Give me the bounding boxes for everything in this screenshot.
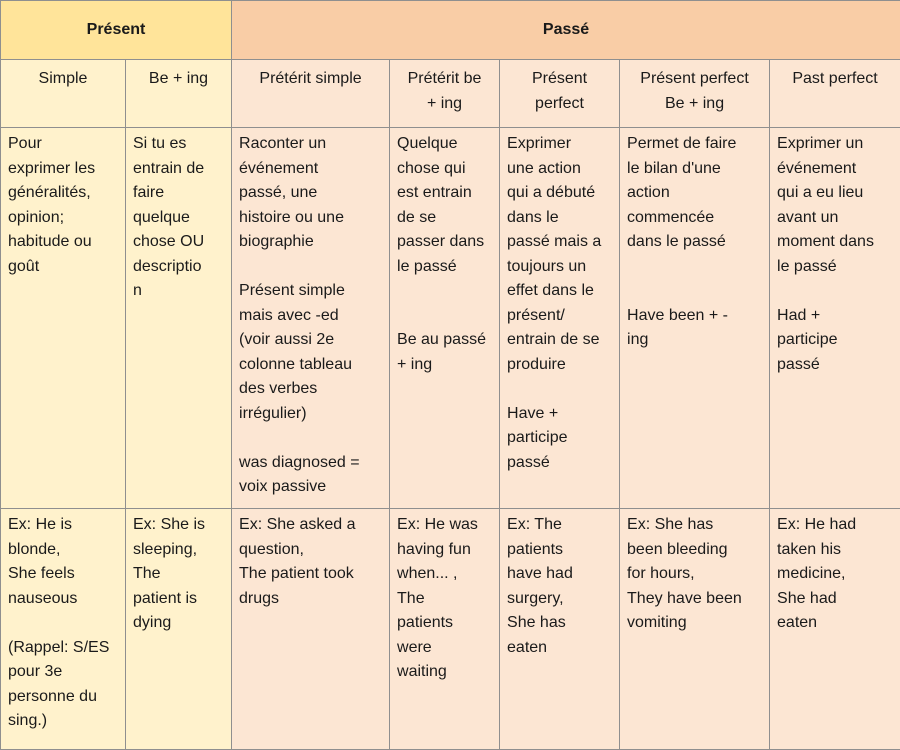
cell-line: événement <box>239 157 382 182</box>
subheader-line: Simple <box>8 67 118 92</box>
cell-line: Exprimer un <box>777 132 893 157</box>
cell-line: le passé <box>397 255 492 280</box>
usage-be-ing <box>126 128 232 509</box>
cell-line: ing <box>627 328 762 353</box>
cell-line: opinion; <box>8 206 118 231</box>
cell-line: patients <box>397 611 492 636</box>
cell-line: She had <box>777 587 893 612</box>
cell-line: Ex: She has <box>627 513 762 538</box>
cell-line: goût <box>8 255 118 280</box>
cell-line: mais avec -ed <box>239 304 382 329</box>
cell-line: having fun <box>397 538 492 563</box>
cell-line: for hours, <box>627 562 762 587</box>
cell-line: chose OU <box>133 230 224 255</box>
subheader-preterit-simple <box>232 60 390 128</box>
cell-line: Si tu es <box>133 132 224 157</box>
subheader-present-perfect <box>500 60 620 128</box>
subheader-line: + ing <box>397 92 492 117</box>
cell-line: passé <box>507 451 612 476</box>
cell-line: sing.) <box>8 709 118 734</box>
example-present-perfect <box>500 509 620 750</box>
cell-line: personne du <box>8 685 118 710</box>
example-preterit-simple <box>232 509 390 750</box>
blank-line <box>397 304 492 329</box>
usage-preterit-be-ing <box>390 128 500 509</box>
example-past-perfect <box>770 509 900 750</box>
cell-line: The patient took <box>239 562 382 587</box>
cell-line: chose qui <box>397 157 492 182</box>
cell-line: Raconter un <box>239 132 382 157</box>
cell-line: were <box>397 636 492 661</box>
example-be-ing <box>126 509 232 750</box>
cell-line: Be au passé <box>397 328 492 353</box>
cell-line: Ex: He had <box>777 513 893 538</box>
cell-line: (voir aussi 2e <box>239 328 382 353</box>
cell-line: medicine, <box>777 562 893 587</box>
cell-line: dying <box>133 611 224 636</box>
cell-line: produire <box>507 353 612 378</box>
cell-line: when... , <box>397 562 492 587</box>
blank-line <box>507 377 612 402</box>
cell-line: quelque <box>133 206 224 231</box>
cell-line: entrain de <box>133 157 224 182</box>
cell-line: commencée <box>627 206 762 231</box>
blank-line <box>239 426 382 451</box>
cell-line: Pour <box>8 132 118 157</box>
subheader-line: perfect <box>507 92 612 117</box>
cell-line: entrain de se <box>507 328 612 353</box>
usage-row <box>1 128 900 509</box>
cell-line: Ex: The <box>507 513 612 538</box>
subheader-line: Past perfect <box>777 67 893 92</box>
cell-line: pour 3e <box>8 660 118 685</box>
subheader-past-perfect <box>770 60 900 128</box>
cell-line: Présent simple <box>239 279 382 304</box>
cell-line: was diagnosed = <box>239 451 382 476</box>
cell-line: They have been <box>627 587 762 612</box>
cell-line: been bleeding <box>627 538 762 563</box>
cell-line: qui a débuté <box>507 181 612 206</box>
cell-line: Exprimer <box>507 132 612 157</box>
cell-line: exprimer les <box>8 157 118 182</box>
cell-line: une action <box>507 157 612 182</box>
cell-line: She has <box>507 611 612 636</box>
cell-line: est entrain <box>397 181 492 206</box>
cell-line: des verbes <box>239 377 382 402</box>
example-preterit-be-ing <box>390 509 500 750</box>
subheader-present-perfect-be-ing <box>620 60 770 128</box>
blank-line <box>397 279 492 304</box>
cell-line: nauseous <box>8 587 118 612</box>
cell-line: généralités, <box>8 181 118 206</box>
cell-line: vomiting <box>627 611 762 636</box>
cell-line: le bilan d'une <box>627 157 762 182</box>
cell-line: Have + <box>507 402 612 427</box>
header-passe: Passé <box>232 1 900 60</box>
cell-line: have had <box>507 562 612 587</box>
subheader-row <box>1 60 900 128</box>
cell-line: participe <box>507 426 612 451</box>
cell-line: participe <box>777 328 893 353</box>
cell-line: passé, une <box>239 181 382 206</box>
cell-line: moment dans <box>777 230 893 255</box>
blank-line <box>8 611 118 636</box>
subheader-line: Be + ing <box>133 67 224 92</box>
header-present: Présent <box>1 1 232 60</box>
cell-line: Had + <box>777 304 893 329</box>
usage-present-perfect-be-ing <box>620 128 770 509</box>
cell-line: histoire ou une <box>239 206 382 231</box>
cell-line: taken his <box>777 538 893 563</box>
cell-line: voix passive <box>239 475 382 500</box>
cell-line: passé <box>777 353 893 378</box>
cell-line: habitude ou <box>8 230 118 255</box>
cell-line: She feels <box>8 562 118 587</box>
cell-line: The <box>397 587 492 612</box>
cell-line: question, <box>239 538 382 563</box>
cell-line: passé mais a <box>507 230 612 255</box>
cell-line: dans le <box>507 206 612 231</box>
cell-line: Have been + - <box>627 304 762 329</box>
cell-line: effet dans le <box>507 279 612 304</box>
cell-line: eaten <box>777 611 893 636</box>
cell-line: blonde, <box>8 538 118 563</box>
cell-line: passer dans <box>397 230 492 255</box>
cell-line: drugs <box>239 587 382 612</box>
subheader-preterit-be-ing <box>390 60 500 128</box>
cell-line: Ex: He was <box>397 513 492 538</box>
cell-line: n <box>133 279 224 304</box>
cell-line: irrégulier) <box>239 402 382 427</box>
blank-line <box>627 279 762 304</box>
cell-line: colonne tableau <box>239 353 382 378</box>
blank-line <box>627 255 762 280</box>
subheader-line: Présent <box>507 67 612 92</box>
cell-line: de se <box>397 206 492 231</box>
cell-line: + ing <box>397 353 492 378</box>
cell-line: qui a eu lieu <box>777 181 893 206</box>
cell-line: Quelque <box>397 132 492 157</box>
cell-line: surgery, <box>507 587 612 612</box>
cell-line: biographie <box>239 230 382 255</box>
blank-line <box>777 279 893 304</box>
cell-line: action <box>627 181 762 206</box>
usage-present-perfect <box>500 128 620 509</box>
cell-line: Ex: She asked a <box>239 513 382 538</box>
subheader-line: Prétérit simple <box>239 67 382 92</box>
subheader-simple <box>1 60 126 128</box>
examples-row <box>1 509 900 750</box>
cell-line: présent/ <box>507 304 612 329</box>
subheader-be-ing <box>126 60 232 128</box>
header-row <box>1 1 900 60</box>
example-simple <box>1 509 126 750</box>
cell-line: toujours un <box>507 255 612 280</box>
usage-simple <box>1 128 126 509</box>
cell-line: Permet de faire <box>627 132 762 157</box>
cell-line: patients <box>507 538 612 563</box>
example-present-perfect-be-ing <box>620 509 770 750</box>
usage-preterit-simple <box>232 128 390 509</box>
cell-line: waiting <box>397 660 492 685</box>
cell-line: descriptio <box>133 255 224 280</box>
cell-line: avant un <box>777 206 893 231</box>
cell-line: eaten <box>507 636 612 661</box>
blank-line <box>239 255 382 280</box>
cell-line: Ex: He is <box>8 513 118 538</box>
cell-line: patient is <box>133 587 224 612</box>
subheader-line: Be + ing <box>627 92 762 117</box>
cell-line: Ex: She is <box>133 513 224 538</box>
cell-line: faire <box>133 181 224 206</box>
cell-line: The <box>133 562 224 587</box>
cell-line: dans le passé <box>627 230 762 255</box>
subheader-line: Prétérit be <box>397 67 492 92</box>
cell-line: sleeping, <box>133 538 224 563</box>
cell-line: (Rappel: S/ES <box>8 636 118 661</box>
subheader-line: Présent perfect <box>627 67 762 92</box>
cell-line: le passé <box>777 255 893 280</box>
cell-line: événement <box>777 157 893 182</box>
usage-past-perfect <box>770 128 900 509</box>
